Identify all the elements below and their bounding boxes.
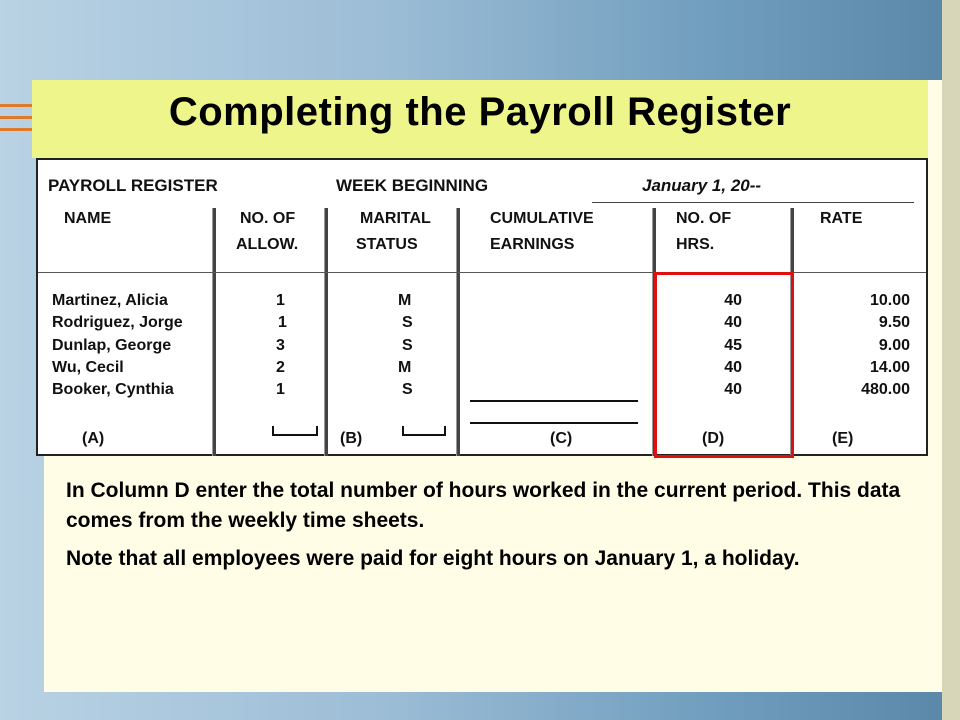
- explanation-text: [66, 476, 926, 582]
- col-head-name: NAME: [64, 210, 112, 227]
- col-head-marital-2: STATUS: [356, 236, 418, 253]
- column-letter-a: (A): [82, 430, 105, 447]
- allowances: 1: [276, 381, 285, 398]
- column-c-total-rule: [470, 422, 638, 424]
- payroll-register: [36, 158, 928, 456]
- column-d-highlight: [654, 272, 794, 458]
- employee-name: Martinez, Alicia: [52, 292, 168, 309]
- col-head-cumulative-2: EARNINGS: [490, 236, 575, 253]
- allowances: 2: [276, 359, 285, 376]
- col-head-allow-1: NO. OF: [240, 210, 296, 227]
- date-underline: [592, 202, 914, 203]
- rate: 9.50: [878, 314, 910, 331]
- rate: 480.00: [861, 381, 910, 398]
- col-head-rate: RATE: [820, 210, 863, 227]
- allowances: 1: [276, 292, 285, 309]
- column-letter-e: (E): [832, 430, 854, 447]
- note-paragraph: Note that all employees were paid for eight hours on January 1, a holiday.: [66, 547, 800, 570]
- column-letter-b: (B): [340, 430, 363, 447]
- right-decorative-strip: [942, 0, 960, 720]
- hours: 40: [724, 314, 742, 331]
- marital-status: M: [398, 359, 412, 376]
- column-divider: [212, 208, 216, 456]
- col-head-cumulative-1: CUMULATIVE: [490, 210, 594, 227]
- register-label: PAYROLL REGISTER: [48, 176, 218, 195]
- hours: 40: [724, 381, 742, 398]
- col-head-hours-2: HRS.: [676, 236, 715, 253]
- col-head-marital-1: MARITAL: [360, 210, 431, 227]
- rate: 9.00: [878, 337, 910, 354]
- column-letter-c: (C): [550, 430, 573, 447]
- column-c-total-rule: [470, 400, 638, 402]
- instruction-paragraph: In Column D enter the total number of hours worked in the current period. This data comes from the weekly time sheets.: [66, 479, 901, 532]
- marital-status: M: [398, 292, 412, 309]
- employee-name: Rodriguez, Jorge: [52, 314, 183, 331]
- hours: 45: [724, 337, 742, 354]
- col-head-hours-1: NO. OF: [676, 210, 732, 227]
- slide-title: Completing the Payroll Register: [168, 90, 792, 134]
- allowances: 3: [276, 337, 285, 354]
- marital-status: S: [402, 381, 413, 398]
- status-bracket: [402, 426, 446, 436]
- marital-status: S: [402, 314, 413, 331]
- employee-name: Booker, Cynthia: [52, 381, 174, 398]
- hours: 40: [724, 359, 742, 376]
- employee-name: Wu, Cecil: [52, 359, 124, 376]
- employee-name: Dunlap, George: [52, 337, 172, 354]
- column-divider: [324, 208, 328, 456]
- week-label: WEEK BEGINNING: [336, 176, 489, 195]
- rate: 10.00: [869, 292, 910, 309]
- column-divider: [456, 208, 460, 456]
- rate: 14.00: [869, 359, 910, 376]
- column-letter-d: (D): [702, 430, 725, 447]
- marital-status: S: [402, 337, 413, 354]
- allowances: 1: [278, 314, 287, 331]
- hours: 40: [724, 292, 742, 309]
- allowance-bracket: [272, 426, 318, 436]
- col-head-allow-2: ALLOW.: [236, 236, 299, 253]
- week-date: January 1, 20--: [642, 176, 762, 195]
